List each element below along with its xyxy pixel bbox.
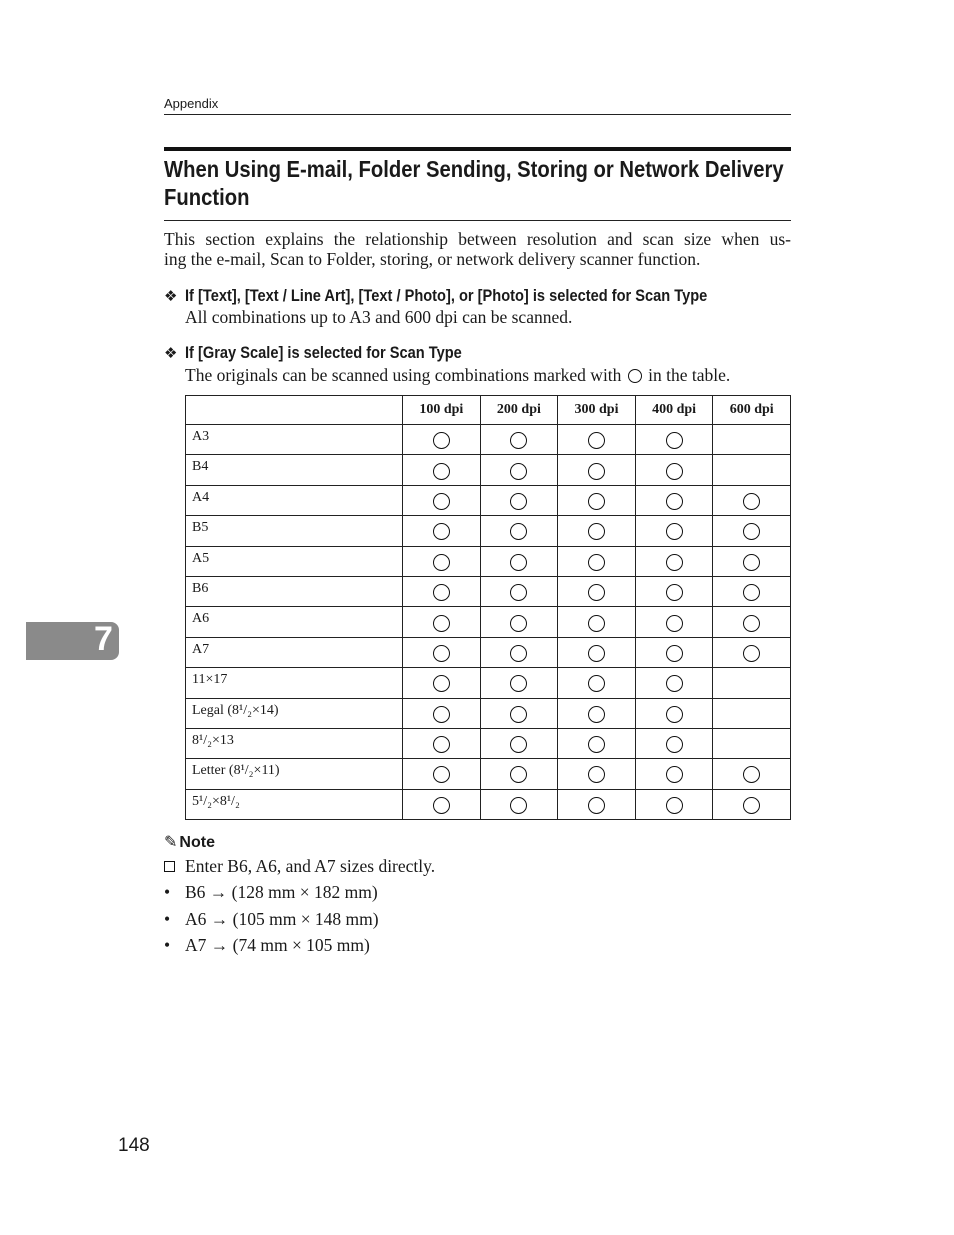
table-cell-400dpi [635,485,713,515]
table-cell-100dpi [403,546,481,576]
table-cell-600dpi [713,637,791,667]
circle-mark-icon [666,615,683,632]
running-header: Appendix [164,96,219,111]
circle-mark-icon [510,523,527,540]
circle-mark-icon [588,493,605,510]
table-row [186,728,791,758]
table-cell-100dpi [403,455,481,485]
table-cell-400dpi [635,576,713,606]
circle-mark-icon [588,432,605,449]
circle-mark-icon [510,645,527,662]
table-row [186,668,791,698]
table-cell-400dpi [635,637,713,667]
circle-mark-icon [510,736,527,753]
table-cell-100dpi [403,789,481,819]
table-header-row [186,396,791,425]
circle-mark-icon [743,584,760,601]
circle-mark-icon [588,736,605,753]
table-header-blank [186,396,403,425]
circle-mark-icon [510,493,527,510]
subsection-body-gray-scale [185,365,730,386]
table-row [186,698,791,728]
intro-line-1: This section explains the relationship between resolution and scan size when us- [164,229,791,249]
circle-mark-icon [433,706,450,723]
circle-mark-icon [588,797,605,814]
paper-size-label: A4 [186,485,403,515]
title-top-rule [164,147,791,151]
gray-scale-body-before: The originals can be scanned using combinations marked with [185,365,622,385]
table-row [186,576,791,606]
paper-size-label: B4 [186,455,403,485]
note-bullet-text: A7 → (74 mm × 105 mm) [185,935,370,955]
paper-size-label: Legal (8¹/₂×14) [186,698,403,728]
table-cell-600dpi [713,546,791,576]
table-cell-600dpi [713,485,791,515]
circle-mark-icon [510,463,527,480]
table-cell-600dpi [713,516,791,546]
paper-size-label: B5 [186,516,403,546]
table-cell-200dpi [480,516,558,546]
note-checkbox-text: Enter B6, A6, and A7 sizes directly. [185,856,436,876]
table-cell-200dpi [480,546,558,576]
circle-mark-icon [510,706,527,723]
page-number: 148 [118,1135,150,1156]
table-cell-200dpi [480,698,558,728]
circle-mark-icon [433,463,450,480]
circle-mark-icon [743,523,760,540]
table-row [186,607,791,637]
table-cell-300dpi [558,637,636,667]
table-header-100dpi: 100 dpi [403,396,481,425]
table-cell-400dpi [635,516,713,546]
table-row [186,516,791,546]
circle-mark-icon [743,797,760,814]
table-cell-100dpi [403,668,481,698]
circle-mark-icon [666,675,683,692]
table-row [186,637,791,667]
table-cell-300dpi [558,516,636,546]
note-heading [164,832,215,852]
circle-mark-icon [433,736,450,753]
table-cell-200dpi [480,759,558,789]
table-cell-300dpi [558,728,636,758]
paper-size-label: Letter (8¹/₂×11) [186,759,403,789]
pencil-icon: ✎ [164,834,178,851]
circle-mark-icon [666,645,683,662]
table-cell-200dpi [480,455,558,485]
table-cell-100dpi [403,728,481,758]
table-cell-400dpi [635,759,713,789]
intro-paragraph [164,229,791,269]
paper-size-label: 5¹/₂×8¹/₂ [186,789,403,819]
table-row [186,485,791,515]
note-checkbox-item [164,856,435,877]
table-cell-300dpi [558,546,636,576]
note-bullet-item [164,909,379,930]
circle-mark-icon [743,493,760,510]
table-cell-600dpi [713,455,791,485]
circle-mark-icon [666,493,683,510]
circle-mark-icon [433,432,450,449]
table-header-600dpi: 600 dpi [713,396,791,425]
table-cell-100dpi [403,759,481,789]
diamond-bullet-icon: ❖ [164,345,178,362]
paper-size-label: A3 [186,425,403,455]
table-cell-400dpi [635,668,713,698]
table-row [186,759,791,789]
table-cell-100dpi [403,516,481,546]
subsection-body-text-types: All combinations up to A3 and 600 dpi can be scanned. [185,307,573,327]
subsection-heading-label: If [Gray Scale] is selected for Scan Type [185,343,462,362]
chapter-number: 7 [94,620,113,658]
bullet-dot-icon: • [164,882,171,902]
circle-mark-icon [666,584,683,601]
note-bullet-text: B6 → (128 mm × 182 mm) [185,882,378,902]
table-cell-200dpi [480,607,558,637]
table-cell-200dpi [480,789,558,819]
table-cell-100dpi [403,607,481,637]
table-header-300dpi: 300 dpi [558,396,636,425]
circle-mark-icon [743,554,760,571]
table-cell-200dpi [480,425,558,455]
table-cell-100dpi [403,485,481,515]
table-row [186,425,791,455]
circle-mark-icon [743,645,760,662]
paper-size-label: 11×17 [186,668,403,698]
table-cell-400dpi [635,698,713,728]
circle-mark-icon [588,675,605,692]
table-cell-200dpi [480,576,558,606]
circle-mark-icon [433,615,450,632]
circle-mark-icon [510,615,527,632]
paper-size-label: A5 [186,546,403,576]
table-row [186,789,791,819]
circle-mark-icon [433,584,450,601]
table-cell-300dpi [558,576,636,606]
paper-size-label: A7 [186,637,403,667]
subsection-heading-gray-scale [164,343,507,363]
table-cell-600dpi [713,607,791,637]
table-cell-100dpi [403,698,481,728]
circle-mark-icon [433,797,450,814]
circle-mark-icon [666,554,683,571]
table-cell-200dpi [480,637,558,667]
circle-mark-icon [510,675,527,692]
table-row [186,546,791,576]
section-title-line-2: Function [164,184,250,210]
intro-line-2: ing the e-mail, Scan to Folder, storing, or network delivery scanner function. [164,249,701,269]
table-cell-200dpi [480,485,558,515]
circle-mark-icon [743,766,760,783]
table-cell-400dpi [635,789,713,819]
bullet-dot-icon: • [164,935,171,955]
table-cell-400dpi [635,425,713,455]
gray-scale-body-after: in the table. [648,365,731,385]
circle-mark-icon [588,706,605,723]
table-cell-300dpi [558,425,636,455]
bullet-dot-icon: • [164,909,171,929]
note-heading-label: Note [179,834,215,851]
circle-mark-icon [588,554,605,571]
table-cell-300dpi [558,607,636,637]
circle-mark-icon [588,645,605,662]
subsection-heading-label: If [Text], [Text / Line Art], [Text / Photo], or [Photo] is selected for Scan Type [185,286,708,305]
note-bullet-item [164,935,370,956]
circle-mark-icon [433,493,450,510]
circle-mark-icon [588,523,605,540]
table-cell-300dpi [558,698,636,728]
circle-mark-icon [510,432,527,449]
table-cell-400dpi [635,728,713,758]
table-cell-200dpi [480,728,558,758]
circle-mark-icon [743,615,760,632]
table-cell-100dpi [403,425,481,455]
circle-mark-icon [510,554,527,571]
circle-mark-icon [433,766,450,783]
circle-mark-icon [510,766,527,783]
circle-mark-icon [433,523,450,540]
circle-mark-icon [628,369,642,383]
circle-mark-icon [588,463,605,480]
paper-size-label: 8¹/₂×13 [186,728,403,758]
circle-mark-icon [666,523,683,540]
circle-mark-icon [588,615,605,632]
section-title-line-1: When Using E-mail, Folder Sending, Storing or Network Delivery [164,156,784,182]
table-cell-300dpi [558,485,636,515]
table-cell-100dpi [403,637,481,667]
circle-mark-icon [433,675,450,692]
paper-size-label: A6 [186,607,403,637]
header-divider [164,114,791,115]
circle-mark-icon [666,432,683,449]
table-row [186,455,791,485]
table-cell-400dpi [635,607,713,637]
table-cell-300dpi [558,455,636,485]
section-title [164,155,791,211]
table-cell-600dpi [713,668,791,698]
table-cell-300dpi [558,668,636,698]
circle-mark-icon [510,797,527,814]
title-bottom-rule [164,220,791,221]
table-cell-600dpi [713,728,791,758]
table-cell-200dpi [480,668,558,698]
table-cell-400dpi [635,455,713,485]
circle-mark-icon [666,797,683,814]
circle-mark-icon [666,766,683,783]
circle-mark-icon [588,584,605,601]
table-cell-600dpi [713,759,791,789]
circle-mark-icon [666,463,683,480]
table-cell-300dpi [558,759,636,789]
table-cell-600dpi [713,789,791,819]
circle-mark-icon [588,766,605,783]
checkbox-icon [164,861,175,872]
table-header-200dpi: 200 dpi [480,396,558,425]
resolution-size-table [185,395,791,820]
table-cell-300dpi [558,789,636,819]
table-cell-400dpi [635,546,713,576]
circle-mark-icon [510,584,527,601]
circle-mark-icon [433,645,450,662]
circle-mark-icon [666,706,683,723]
note-bullet-text: A6 → (105 mm × 148 mm) [185,909,379,929]
paper-size-label: B6 [186,576,403,606]
subsection-heading-text-types [164,286,792,306]
table-cell-100dpi [403,576,481,606]
note-bullet-item [164,882,378,903]
table-cell-600dpi [713,576,791,606]
diamond-bullet-icon: ❖ [164,288,178,305]
table-cell-600dpi [713,698,791,728]
table-cell-600dpi [713,425,791,455]
table-header-400dpi: 400 dpi [635,396,713,425]
circle-mark-icon [666,736,683,753]
circle-mark-icon [433,554,450,571]
